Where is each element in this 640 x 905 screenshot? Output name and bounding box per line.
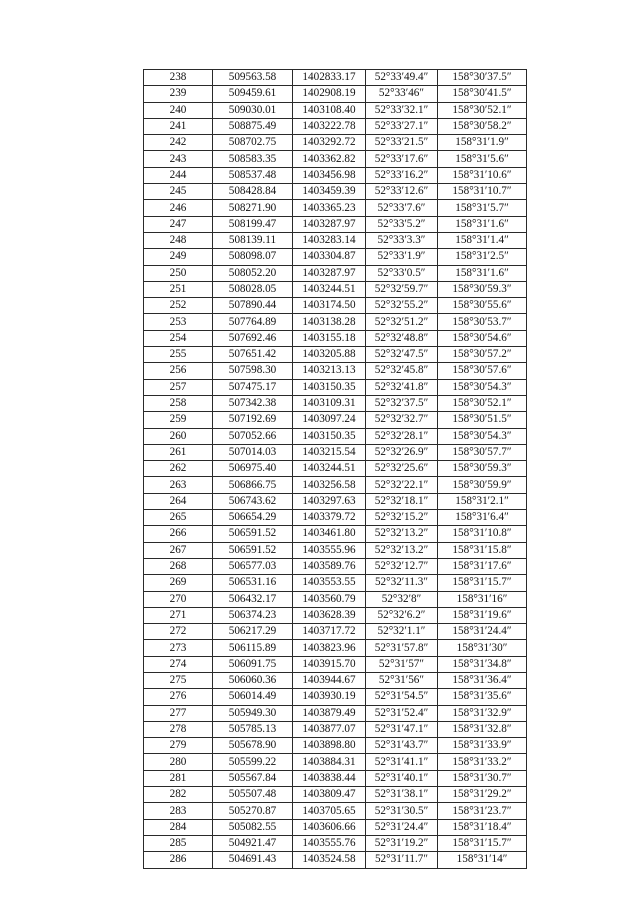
y-coordinate-cell: 1403560.79 <box>293 591 366 607</box>
latitude-cell: 52°32′25.6″ <box>366 461 438 477</box>
table-row <box>144 672 527 688</box>
table-row <box>144 754 527 770</box>
latitude-cell: 52°32′51.2″ <box>366 314 438 330</box>
table-row <box>144 135 527 151</box>
latitude-cell: 52°31′57.8″ <box>366 640 438 656</box>
longitude-cell: 158°30′52.1″ <box>438 395 527 411</box>
longitude-cell: 158°30′54.6″ <box>438 330 527 346</box>
x-coordinate-cell: 507014.03 <box>213 444 293 460</box>
latitude-cell: 52°31′11.7″ <box>366 852 438 868</box>
y-coordinate-cell: 1403205.88 <box>293 347 366 363</box>
x-coordinate-cell: 506654.29 <box>213 510 293 526</box>
y-coordinate-cell: 1403877.07 <box>293 721 366 737</box>
point-number-cell: 272 <box>144 624 213 640</box>
y-coordinate-cell: 1403292.72 <box>293 135 366 151</box>
latitude-cell: 52°33′3.3″ <box>366 232 438 248</box>
table-row <box>144 461 527 477</box>
longitude-cell: 158°31′14″ <box>438 852 527 868</box>
x-coordinate-cell: 507052.66 <box>213 428 293 444</box>
point-number-cell: 278 <box>144 721 213 737</box>
x-coordinate-cell: 505678.90 <box>213 738 293 754</box>
table-row <box>144 819 527 835</box>
y-coordinate-cell: 1403155.18 <box>293 330 366 346</box>
point-number-cell: 286 <box>144 852 213 868</box>
x-coordinate-cell: 507692.46 <box>213 330 293 346</box>
x-coordinate-cell: 504691.43 <box>213 852 293 868</box>
y-coordinate-cell: 1403213.13 <box>293 363 366 379</box>
latitude-cell: 52°33′49.4″ <box>366 70 438 86</box>
x-coordinate-cell: 506577.03 <box>213 558 293 574</box>
x-coordinate-cell: 508098.07 <box>213 249 293 265</box>
table-row <box>144 167 527 183</box>
y-coordinate-cell: 1403898.80 <box>293 738 366 754</box>
latitude-cell: 52°31′40.1″ <box>366 770 438 786</box>
latitude-cell: 52°32′12.7″ <box>366 558 438 574</box>
table-row <box>144 298 527 314</box>
longitude-cell: 158°30′54.3″ <box>438 428 527 444</box>
longitude-cell: 158°30′54.3″ <box>438 379 527 395</box>
latitude-cell: 52°32′28.1″ <box>366 428 438 444</box>
x-coordinate-cell: 506866.75 <box>213 477 293 493</box>
longitude-cell: 158°31′5.6″ <box>438 151 527 167</box>
x-coordinate-cell: 507192.69 <box>213 412 293 428</box>
longitude-cell: 158°31′1.9″ <box>438 135 527 151</box>
latitude-cell: 52°32′11.3″ <box>366 575 438 591</box>
point-number-cell: 281 <box>144 770 213 786</box>
y-coordinate-cell: 1403606.66 <box>293 819 366 835</box>
longitude-cell: 158°31′6.4″ <box>438 510 527 526</box>
latitude-cell: 52°33′32.1″ <box>366 102 438 118</box>
y-coordinate-cell: 1402833.17 <box>293 70 366 86</box>
y-coordinate-cell: 1403838.44 <box>293 770 366 786</box>
x-coordinate-cell: 506591.52 <box>213 542 293 558</box>
y-coordinate-cell: 1403109.31 <box>293 395 366 411</box>
x-coordinate-cell: 508052.20 <box>213 265 293 281</box>
y-coordinate-cell: 1403362.82 <box>293 151 366 167</box>
latitude-cell: 52°31′56″ <box>366 672 438 688</box>
y-coordinate-cell: 1403553.55 <box>293 575 366 591</box>
point-number-cell: 242 <box>144 135 213 151</box>
longitude-cell: 158°31′1.4″ <box>438 232 527 248</box>
point-number-cell: 273 <box>144 640 213 656</box>
table-row <box>144 216 527 232</box>
x-coordinate-cell: 505949.30 <box>213 705 293 721</box>
longitude-cell: 158°31′32.9″ <box>438 705 527 721</box>
point-number-cell: 245 <box>144 184 213 200</box>
table-row <box>144 510 527 526</box>
longitude-cell: 158°31′10.8″ <box>438 526 527 542</box>
y-coordinate-cell: 1403589.76 <box>293 558 366 574</box>
point-number-cell: 254 <box>144 330 213 346</box>
y-coordinate-cell: 1403222.78 <box>293 118 366 134</box>
y-coordinate-cell: 1403628.39 <box>293 607 366 623</box>
point-number-cell: 267 <box>144 542 213 558</box>
table-row <box>144 770 527 786</box>
x-coordinate-cell: 507342.38 <box>213 395 293 411</box>
x-coordinate-cell: 508271.90 <box>213 200 293 216</box>
point-number-cell: 243 <box>144 151 213 167</box>
longitude-cell: 158°30′57.6″ <box>438 363 527 379</box>
table-row <box>144 428 527 444</box>
latitude-cell: 52°33′7.6″ <box>366 200 438 216</box>
table-row <box>144 738 527 754</box>
longitude-cell: 158°30′55.6″ <box>438 298 527 314</box>
y-coordinate-cell: 1403884.31 <box>293 754 366 770</box>
x-coordinate-cell: 507475.17 <box>213 379 293 395</box>
longitude-cell: 158°31′33.9″ <box>438 738 527 754</box>
point-number-cell: 253 <box>144 314 213 330</box>
point-number-cell: 256 <box>144 363 213 379</box>
point-number-cell: 269 <box>144 575 213 591</box>
y-coordinate-cell: 1403717.72 <box>293 624 366 640</box>
x-coordinate-cell: 507651.42 <box>213 347 293 363</box>
table-row <box>144 656 527 672</box>
x-coordinate-cell: 507890.44 <box>213 298 293 314</box>
x-coordinate-cell: 505270.87 <box>213 803 293 819</box>
latitude-cell: 52°32′55.2″ <box>366 298 438 314</box>
longitude-cell: 158°31′36.4″ <box>438 672 527 688</box>
latitude-cell: 52°31′41.1″ <box>366 754 438 770</box>
y-coordinate-cell: 1403256.58 <box>293 477 366 493</box>
point-number-cell: 262 <box>144 461 213 477</box>
table-row <box>144 151 527 167</box>
latitude-cell: 52°31′52.4″ <box>366 705 438 721</box>
point-number-cell: 244 <box>144 167 213 183</box>
x-coordinate-cell: 506975.40 <box>213 461 293 477</box>
longitude-cell: 158°31′18.4″ <box>438 819 527 835</box>
table-row <box>144 347 527 363</box>
latitude-cell: 52°31′57″ <box>366 656 438 672</box>
latitude-cell: 52°32′1.1″ <box>366 624 438 640</box>
longitude-cell: 158°30′51.5″ <box>438 412 527 428</box>
table-row <box>144 526 527 542</box>
longitude-cell: 158°31′35.6″ <box>438 689 527 705</box>
x-coordinate-cell: 507598.30 <box>213 363 293 379</box>
latitude-cell: 52°32′48.8″ <box>366 330 438 346</box>
point-number-cell: 285 <box>144 835 213 851</box>
table-row <box>144 70 527 86</box>
coordinates-table <box>143 69 527 869</box>
point-number-cell: 271 <box>144 607 213 623</box>
longitude-cell: 158°31′2.1″ <box>438 493 527 509</box>
point-number-cell: 258 <box>144 395 213 411</box>
table-row <box>144 412 527 428</box>
x-coordinate-cell: 508199.47 <box>213 216 293 232</box>
longitude-cell: 158°30′52.1″ <box>438 102 527 118</box>
x-coordinate-cell: 504921.47 <box>213 835 293 851</box>
table-row <box>144 379 527 395</box>
longitude-cell: 158°31′34.8″ <box>438 656 527 672</box>
table-row <box>144 395 527 411</box>
latitude-cell: 52°32′32.7″ <box>366 412 438 428</box>
point-number-cell: 238 <box>144 70 213 86</box>
latitude-cell: 52°32′41.8″ <box>366 379 438 395</box>
y-coordinate-cell: 1403461.80 <box>293 526 366 542</box>
x-coordinate-cell: 509459.61 <box>213 86 293 102</box>
x-coordinate-cell: 506217.29 <box>213 624 293 640</box>
longitude-cell: 158°30′37.5″ <box>438 70 527 86</box>
longitude-cell: 158°30′59.3″ <box>438 281 527 297</box>
y-coordinate-cell: 1403244.51 <box>293 461 366 477</box>
table-row <box>144 281 527 297</box>
longitude-cell: 158°30′57.7″ <box>438 444 527 460</box>
longitude-cell: 158°31′16″ <box>438 591 527 607</box>
latitude-cell: 52°33′12.6″ <box>366 184 438 200</box>
x-coordinate-cell: 506531.16 <box>213 575 293 591</box>
table-row <box>144 591 527 607</box>
longitude-cell: 158°31′23.7″ <box>438 803 527 819</box>
y-coordinate-cell: 1403174.50 <box>293 298 366 314</box>
x-coordinate-cell: 508537.48 <box>213 167 293 183</box>
latitude-cell: 52°31′24.4″ <box>366 819 438 835</box>
y-coordinate-cell: 1403555.76 <box>293 835 366 851</box>
latitude-cell: 52°33′17.6″ <box>366 151 438 167</box>
point-number-cell: 274 <box>144 656 213 672</box>
point-number-cell: 249 <box>144 249 213 265</box>
point-number-cell: 282 <box>144 787 213 803</box>
latitude-cell: 52°33′16.2″ <box>366 167 438 183</box>
y-coordinate-cell: 1403138.28 <box>293 314 366 330</box>
point-number-cell: 260 <box>144 428 213 444</box>
point-number-cell: 261 <box>144 444 213 460</box>
y-coordinate-cell: 1403287.97 <box>293 216 366 232</box>
point-number-cell: 266 <box>144 526 213 542</box>
longitude-cell: 158°31′5.7″ <box>438 200 527 216</box>
longitude-cell: 158°31′1.6″ <box>438 216 527 232</box>
point-number-cell: 259 <box>144 412 213 428</box>
longitude-cell: 158°31′19.6″ <box>438 607 527 623</box>
latitude-cell: 52°33′5.2″ <box>366 216 438 232</box>
latitude-cell: 52°33′21.5″ <box>366 135 438 151</box>
latitude-cell: 52°33′1.9″ <box>366 249 438 265</box>
x-coordinate-cell: 509030.01 <box>213 102 293 118</box>
table-row <box>144 575 527 591</box>
longitude-cell: 158°31′33.2″ <box>438 754 527 770</box>
longitude-cell: 158°31′24.4″ <box>438 624 527 640</box>
latitude-cell: 52°32′13.2″ <box>366 526 438 542</box>
y-coordinate-cell: 1403283.14 <box>293 232 366 248</box>
table-row <box>144 232 527 248</box>
coordinates-table-body <box>144 70 527 869</box>
x-coordinate-cell: 505785.13 <box>213 721 293 737</box>
latitude-cell: 52°32′47.5″ <box>366 347 438 363</box>
point-number-cell: 284 <box>144 819 213 835</box>
longitude-cell: 158°30′53.7″ <box>438 314 527 330</box>
x-coordinate-cell: 508428.84 <box>213 184 293 200</box>
x-coordinate-cell: 508028.05 <box>213 281 293 297</box>
point-number-cell: 270 <box>144 591 213 607</box>
latitude-cell: 52°32′15.2″ <box>366 510 438 526</box>
latitude-cell: 52°31′30.5″ <box>366 803 438 819</box>
y-coordinate-cell: 1403150.35 <box>293 428 366 444</box>
latitude-cell: 52°31′47.1″ <box>366 721 438 737</box>
y-coordinate-cell: 1403297.63 <box>293 493 366 509</box>
table-row <box>144 102 527 118</box>
table-row <box>144 314 527 330</box>
longitude-cell: 158°31′30.7″ <box>438 770 527 786</box>
point-number-cell: 255 <box>144 347 213 363</box>
longitude-cell: 158°31′15.8″ <box>438 542 527 558</box>
y-coordinate-cell: 1403524.58 <box>293 852 366 868</box>
table-row <box>144 444 527 460</box>
y-coordinate-cell: 1403215.54 <box>293 444 366 460</box>
longitude-cell: 158°31′29.2″ <box>438 787 527 803</box>
y-coordinate-cell: 1403365.23 <box>293 200 366 216</box>
y-coordinate-cell: 1403108.40 <box>293 102 366 118</box>
x-coordinate-cell: 508875.49 <box>213 118 293 134</box>
y-coordinate-cell: 1403097.24 <box>293 412 366 428</box>
y-coordinate-cell: 1402908.19 <box>293 86 366 102</box>
table-row <box>144 558 527 574</box>
x-coordinate-cell: 506743.62 <box>213 493 293 509</box>
table-row <box>144 721 527 737</box>
longitude-cell: 158°30′59.9″ <box>438 477 527 493</box>
y-coordinate-cell: 1403944.67 <box>293 672 366 688</box>
x-coordinate-cell: 506432.17 <box>213 591 293 607</box>
latitude-cell: 52°32′6.2″ <box>366 607 438 623</box>
y-coordinate-cell: 1403930.19 <box>293 689 366 705</box>
x-coordinate-cell: 505507.48 <box>213 787 293 803</box>
x-coordinate-cell: 506591.52 <box>213 526 293 542</box>
longitude-cell: 158°30′41.5″ <box>438 86 527 102</box>
point-number-cell: 276 <box>144 689 213 705</box>
longitude-cell: 158°31′15.7″ <box>438 835 527 851</box>
x-coordinate-cell: 505599.22 <box>213 754 293 770</box>
point-number-cell: 239 <box>144 86 213 102</box>
y-coordinate-cell: 1403379.72 <box>293 510 366 526</box>
table-row <box>144 118 527 134</box>
table-row <box>144 200 527 216</box>
table-row <box>144 607 527 623</box>
latitude-cell: 52°32′45.8″ <box>366 363 438 379</box>
y-coordinate-cell: 1403244.51 <box>293 281 366 297</box>
point-number-cell: 264 <box>144 493 213 509</box>
y-coordinate-cell: 1403823.96 <box>293 640 366 656</box>
latitude-cell: 52°33′46″ <box>366 86 438 102</box>
table-row <box>144 265 527 281</box>
latitude-cell: 52°33′27.1″ <box>366 118 438 134</box>
latitude-cell: 52°32′8″ <box>366 591 438 607</box>
latitude-cell: 52°31′38.1″ <box>366 787 438 803</box>
longitude-cell: 158°31′10.6″ <box>438 167 527 183</box>
table-row <box>144 689 527 705</box>
point-number-cell: 275 <box>144 672 213 688</box>
y-coordinate-cell: 1403459.39 <box>293 184 366 200</box>
x-coordinate-cell: 506115.89 <box>213 640 293 656</box>
y-coordinate-cell: 1403879.49 <box>293 705 366 721</box>
x-coordinate-cell: 507764.89 <box>213 314 293 330</box>
point-number-cell: 277 <box>144 705 213 721</box>
point-number-cell: 247 <box>144 216 213 232</box>
x-coordinate-cell: 506091.75 <box>213 656 293 672</box>
x-coordinate-cell: 506014.49 <box>213 689 293 705</box>
longitude-cell: 158°31′32.8″ <box>438 721 527 737</box>
latitude-cell: 52°32′22.1″ <box>366 477 438 493</box>
point-number-cell: 263 <box>144 477 213 493</box>
y-coordinate-cell: 1403915.70 <box>293 656 366 672</box>
table-row <box>144 787 527 803</box>
x-coordinate-cell: 508702.75 <box>213 135 293 151</box>
table-row <box>144 86 527 102</box>
table-row <box>144 705 527 721</box>
longitude-cell: 158°30′58.2″ <box>438 118 527 134</box>
point-number-cell: 265 <box>144 510 213 526</box>
table-row <box>144 624 527 640</box>
point-number-cell: 283 <box>144 803 213 819</box>
x-coordinate-cell: 505567.84 <box>213 770 293 786</box>
latitude-cell: 52°32′37.5″ <box>366 395 438 411</box>
table-row <box>144 363 527 379</box>
longitude-cell: 158°31′1.6″ <box>438 265 527 281</box>
table-row <box>144 249 527 265</box>
longitude-cell: 158°31′2.5″ <box>438 249 527 265</box>
point-number-cell: 257 <box>144 379 213 395</box>
latitude-cell: 52°32′26.9″ <box>366 444 438 460</box>
y-coordinate-cell: 1403456.98 <box>293 167 366 183</box>
y-coordinate-cell: 1403304.87 <box>293 249 366 265</box>
latitude-cell: 52°31′43.7″ <box>366 738 438 754</box>
latitude-cell: 52°32′18.1″ <box>366 493 438 509</box>
point-number-cell: 268 <box>144 558 213 574</box>
x-coordinate-cell: 506060.36 <box>213 672 293 688</box>
point-number-cell: 248 <box>144 232 213 248</box>
y-coordinate-cell: 1403555.96 <box>293 542 366 558</box>
y-coordinate-cell: 1403705.65 <box>293 803 366 819</box>
longitude-cell: 158°31′17.6″ <box>438 558 527 574</box>
latitude-cell: 52°31′19.2″ <box>366 835 438 851</box>
y-coordinate-cell: 1403287.97 <box>293 265 366 281</box>
table-row <box>144 184 527 200</box>
table-row <box>144 330 527 346</box>
x-coordinate-cell: 508139.11 <box>213 232 293 248</box>
point-number-cell: 251 <box>144 281 213 297</box>
x-coordinate-cell: 505082.55 <box>213 819 293 835</box>
point-number-cell: 246 <box>144 200 213 216</box>
latitude-cell: 52°33′0.5″ <box>366 265 438 281</box>
x-coordinate-cell: 508583.35 <box>213 151 293 167</box>
table-row <box>144 477 527 493</box>
table-row <box>144 852 527 868</box>
table-row <box>144 803 527 819</box>
longitude-cell: 158°30′57.2″ <box>438 347 527 363</box>
table-row <box>144 542 527 558</box>
longitude-cell: 158°30′59.3″ <box>438 461 527 477</box>
point-number-cell: 240 <box>144 102 213 118</box>
point-number-cell: 241 <box>144 118 213 134</box>
point-number-cell: 250 <box>144 265 213 281</box>
longitude-cell: 158°31′30″ <box>438 640 527 656</box>
latitude-cell: 52°32′13.2″ <box>366 542 438 558</box>
table-row <box>144 493 527 509</box>
longitude-cell: 158°31′15.7″ <box>438 575 527 591</box>
point-number-cell: 279 <box>144 738 213 754</box>
y-coordinate-cell: 1403150.35 <box>293 379 366 395</box>
x-coordinate-cell: 506374.23 <box>213 607 293 623</box>
point-number-cell: 252 <box>144 298 213 314</box>
y-coordinate-cell: 1403809.47 <box>293 787 366 803</box>
point-number-cell: 280 <box>144 754 213 770</box>
table-row <box>144 835 527 851</box>
table-row <box>144 640 527 656</box>
latitude-cell: 52°31′54.5″ <box>366 689 438 705</box>
x-coordinate-cell: 509563.58 <box>213 70 293 86</box>
latitude-cell: 52°32′59.7″ <box>366 281 438 297</box>
longitude-cell: 158°31′10.7″ <box>438 184 527 200</box>
